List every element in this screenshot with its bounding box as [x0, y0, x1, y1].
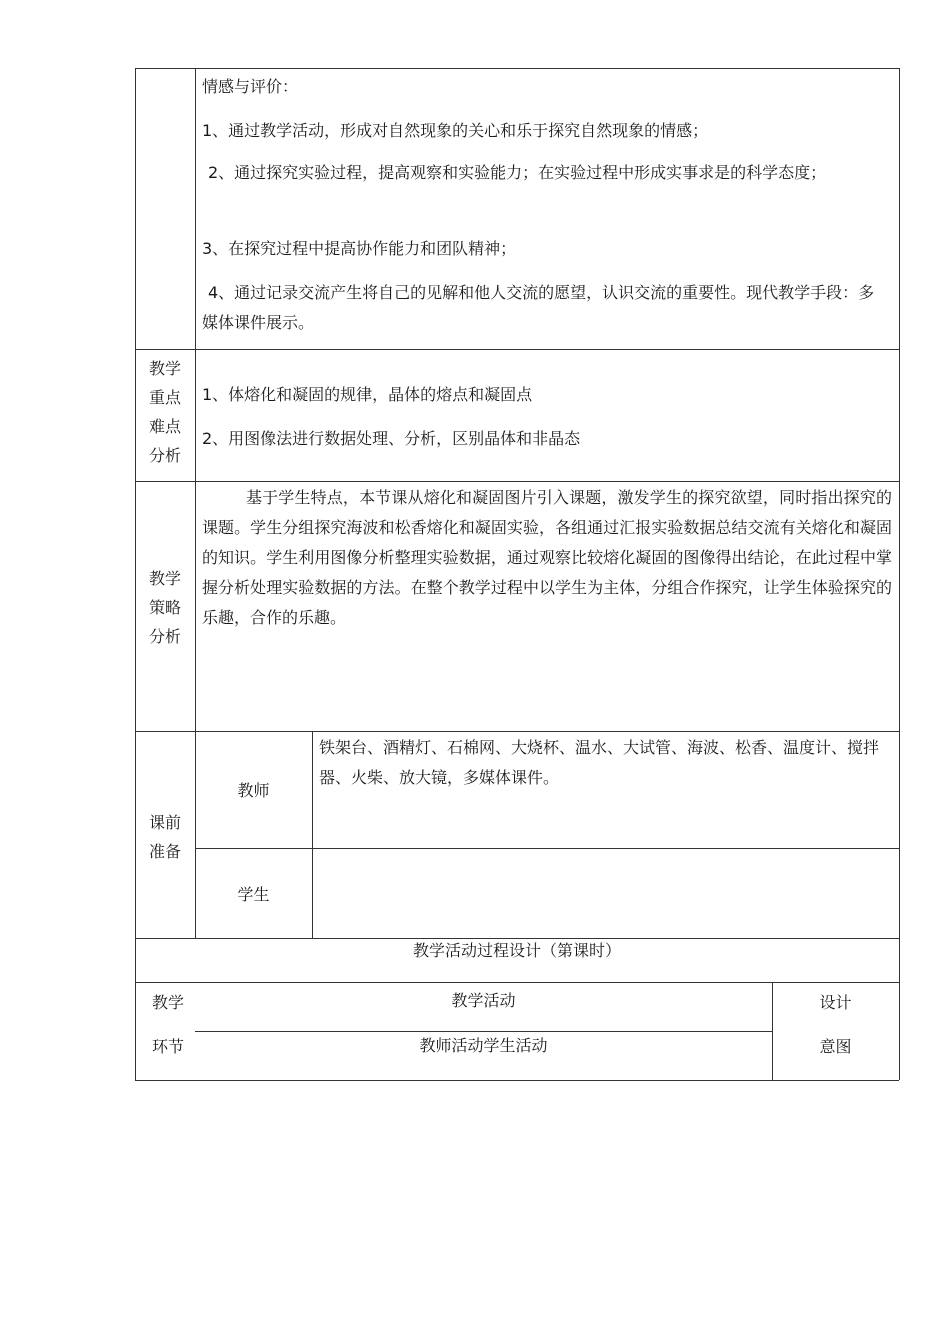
key-points-label-line: 重点: [148, 388, 181, 407]
activity-header: 教学活动: [451, 991, 516, 1010]
affective-heading: 情感与评价：: [202, 77, 299, 96]
student-label: 学生: [237, 885, 270, 904]
key-point-item-2: 2、用图像法进行数据处理、分析，区别晶体和非晶态: [202, 429, 581, 448]
col-divider: [312, 731, 313, 938]
affective-item-4: 4、通过记录交流产生将自己的见解和他人交流的愿望，认识交流的重要性。现代教学手段：多媒体课件展示。: [202, 283, 875, 332]
intent-label-line-1: 设计: [819, 993, 852, 1012]
teacher-label: 教师: [237, 781, 270, 800]
key-points-label-line: 教学: [148, 359, 181, 378]
row-divider: [135, 481, 899, 482]
row-divider: [195, 848, 899, 849]
border-left: [135, 68, 136, 1080]
strategy-text: 基于学生特点，本节课从熔化和凝固图片引入课题，激发学生的探究欲望，同时指出探究的课题。学生分组探究海波和松香熔化和凝固实验，各组通过汇报实验数据总结交流有关熔化和凝固的知识。学生利用图像分析整理实验数据，通过观察比较熔化凝固的图像得出结论，在此过程中掌握分析处理实验数据的方法。在整个教学过程中以学生为主体，分组合作探究，让学生体验探究的乐趣，合作的乐趣。: [202, 488, 892, 627]
affective-item-1: 1、通过教学活动，形成对自然现象的关心和乐于探究自然现象的情感；: [202, 121, 709, 140]
stage-label-line-2: 环节: [151, 1037, 184, 1056]
border-top: [135, 68, 899, 69]
strategy-label-line: 策略: [148, 598, 181, 617]
preparation-label-line: 课前: [148, 813, 181, 832]
border-bottom: [135, 1080, 899, 1081]
key-point-item-1: 1、体熔化和凝固的规律，晶体的熔点和凝固点: [202, 385, 533, 404]
border-right: [899, 68, 900, 1080]
affective-item-3: 3、在探究过程中提高协作能力和团队精神；: [202, 239, 517, 258]
row-divider: [135, 982, 899, 983]
row-divider: [135, 349, 899, 350]
strategy-label-line: 教学: [148, 569, 181, 588]
affective-item-2: 2、通过探究实验过程，提高观察和实验能力；在实验过程中形成实事求是的科学态度；: [208, 163, 827, 182]
preparation-label-line: 准备: [148, 842, 181, 861]
teacher-materials: 铁架台、酒精灯、石棉网、大烧杯、温水、大试管、海波、松香、温度计、搅拌器、火柴、放大镜，多媒体课件。: [319, 738, 880, 787]
key-points-label-line: 分析: [148, 446, 181, 465]
intent-label-line-2: 意图: [819, 1037, 852, 1056]
stage-label-line-1: 教学: [151, 993, 184, 1012]
activity-subheader: 教师活动学生活动: [419, 1036, 548, 1055]
process-title: 教学活动过程设计（第课时）: [412, 941, 621, 960]
row-divider: [135, 731, 899, 732]
strategy-label: [145, 564, 185, 651]
col-divider: [195, 68, 196, 938]
row-divider: [195, 1031, 772, 1032]
preparation-label: [145, 808, 185, 866]
key-points-label-line: 难点: [148, 417, 181, 436]
row-divider: [135, 938, 899, 939]
key-points-label: [145, 354, 185, 470]
strategy-label-line: 分析: [148, 627, 181, 646]
